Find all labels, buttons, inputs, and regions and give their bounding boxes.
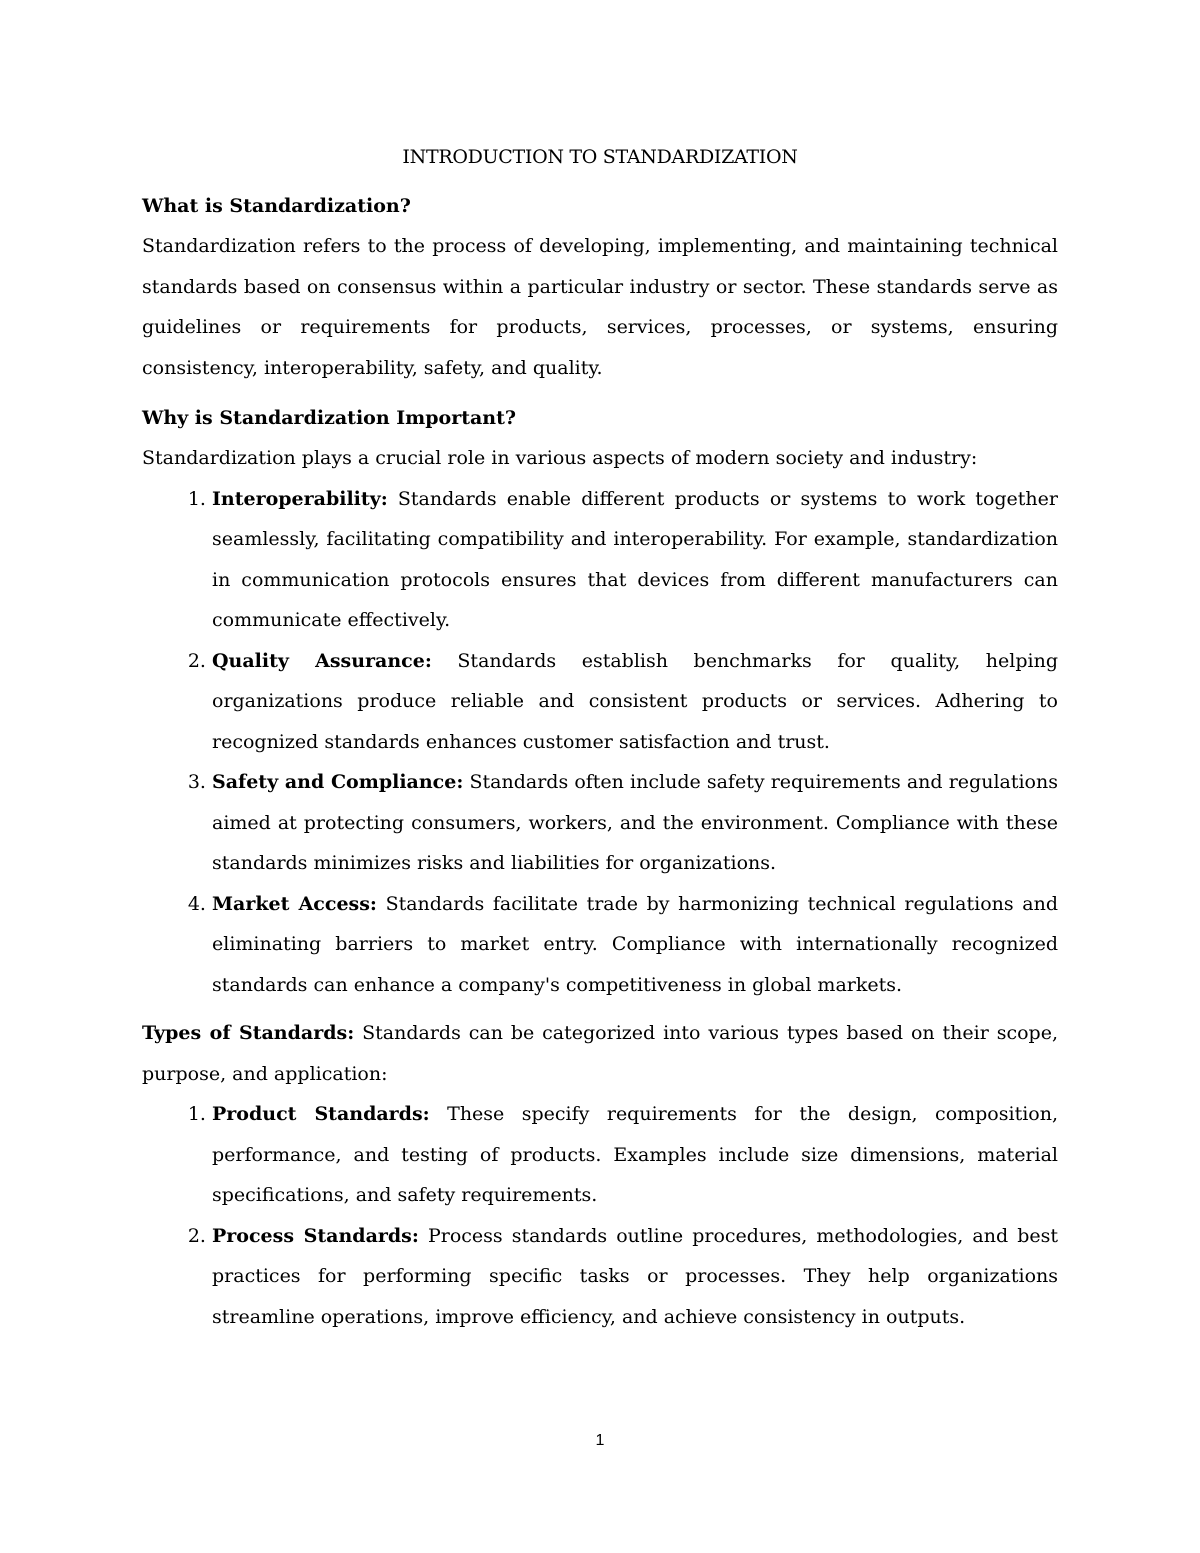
paragraph-importance-intro: Standardization plays a crucial role in various aspects of modern society and industry: xyxy=(142,447,978,469)
list-item-term: Quality Assurance: xyxy=(212,649,432,672)
list-item-text: Standards often include safety requirements and regulations aimed at protecting consumers, workers, and the environment. Compliance with these standards minimizes risks and liabilities for organizations. xyxy=(212,771,1058,874)
list-item-text: These specify requirements for the design, composition, performance, and testing of products. Examples include size dimensions, material specifications, and safety requirements. xyxy=(212,1103,1059,1206)
section-heading-what-is: What is Standardization? xyxy=(142,195,411,217)
list-item-term: Interoperability: xyxy=(212,487,388,510)
document-body xyxy=(142,142,1058,1345)
paragraph-definition: Standardization refers to the process of developing, implementing, and maintaining technical standards based on consensus within a particular industry or sector. These standards serve as guidelines or requirements for products, services, processes, or systems, ensuring consistency, interoperability, safety, and quality. xyxy=(142,235,1058,379)
types-intro-text: Standards can be categorized into various types based on their scope, purpose, and application: xyxy=(142,1022,1058,1085)
list-item xyxy=(212,479,1058,641)
page-title: INTRODUCTION TO STANDARDIZATION xyxy=(402,146,798,168)
list-item-text: Process standards outline procedures, methodologies, and best practices for performing specific tasks or processes. They help organizations streamline operations, improve efficiency, and achieve consistency in outputs. xyxy=(212,1224,1058,1328)
list-item xyxy=(212,641,1058,763)
types-list xyxy=(142,1094,1058,1337)
list-item-term: Process Standards: xyxy=(212,1224,419,1247)
list-item xyxy=(212,884,1058,1006)
list-item xyxy=(212,1216,1058,1338)
list-item xyxy=(212,1094,1058,1216)
list-item-text: Standards facilitate trade by harmonizing technical regulations and eliminating barriers to market entry. Compliance with internationally recognized standards can enhance a company's competitiveness in global markets. xyxy=(212,892,1058,996)
list-item-text: Standards enable different products or systems to work together seamlessly, facilitating compatibility and interoperability. For example, standardization in communication protocols ensures that devices from different manufacturers can communicate effectively. xyxy=(212,487,1058,631)
types-lead: Types of Standards: xyxy=(142,1022,355,1044)
list-item-term: Safety and Compliance: xyxy=(212,771,464,793)
list-item-term: Product Standards: xyxy=(212,1103,430,1125)
paragraph-types-intro xyxy=(142,1013,1058,1094)
page-number: 1 xyxy=(595,1432,605,1449)
importance-list xyxy=(142,479,1058,1006)
list-item xyxy=(212,762,1058,884)
list-item-text: Standards establish benchmarks for quality, helping organizations produce reliable and consistent products or services. Adhering to recognized standards enhances customer satisfaction and trust. xyxy=(212,649,1058,753)
list-item-term: Market Access: xyxy=(212,892,377,915)
section-heading-why-important: Why is Standardization Important? xyxy=(142,407,517,429)
